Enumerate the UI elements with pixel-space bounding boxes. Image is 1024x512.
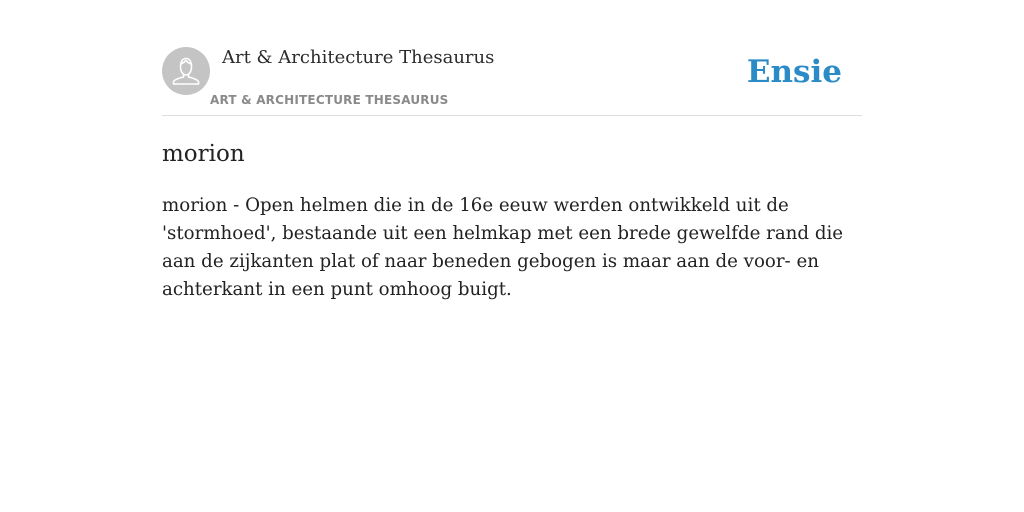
- ensie-logo[interactable]: Ensie: [746, 54, 842, 90]
- user-silhouette-icon: [162, 47, 210, 95]
- author-avatar[interactable]: [162, 47, 210, 95]
- article-body: morion - Open helmen die in de 16e eeuw werden ontwikkeld uit de 'stormhoed', bestaande uit een helmkap met een brede gewelfde rand die aan de zijkanten plat of naar beneden gebogen is maar aan de voor- en achterkant in een punt omhoog buigt.: [162, 195, 844, 300]
- header: [162, 47, 862, 116]
- author-name[interactable]: Art & Architecture Thesaurus: [222, 47, 495, 68]
- article-title: morion: [162, 141, 245, 167]
- category-link[interactable]: ART & ARCHITECTURE THESAURUS: [210, 93, 449, 107]
